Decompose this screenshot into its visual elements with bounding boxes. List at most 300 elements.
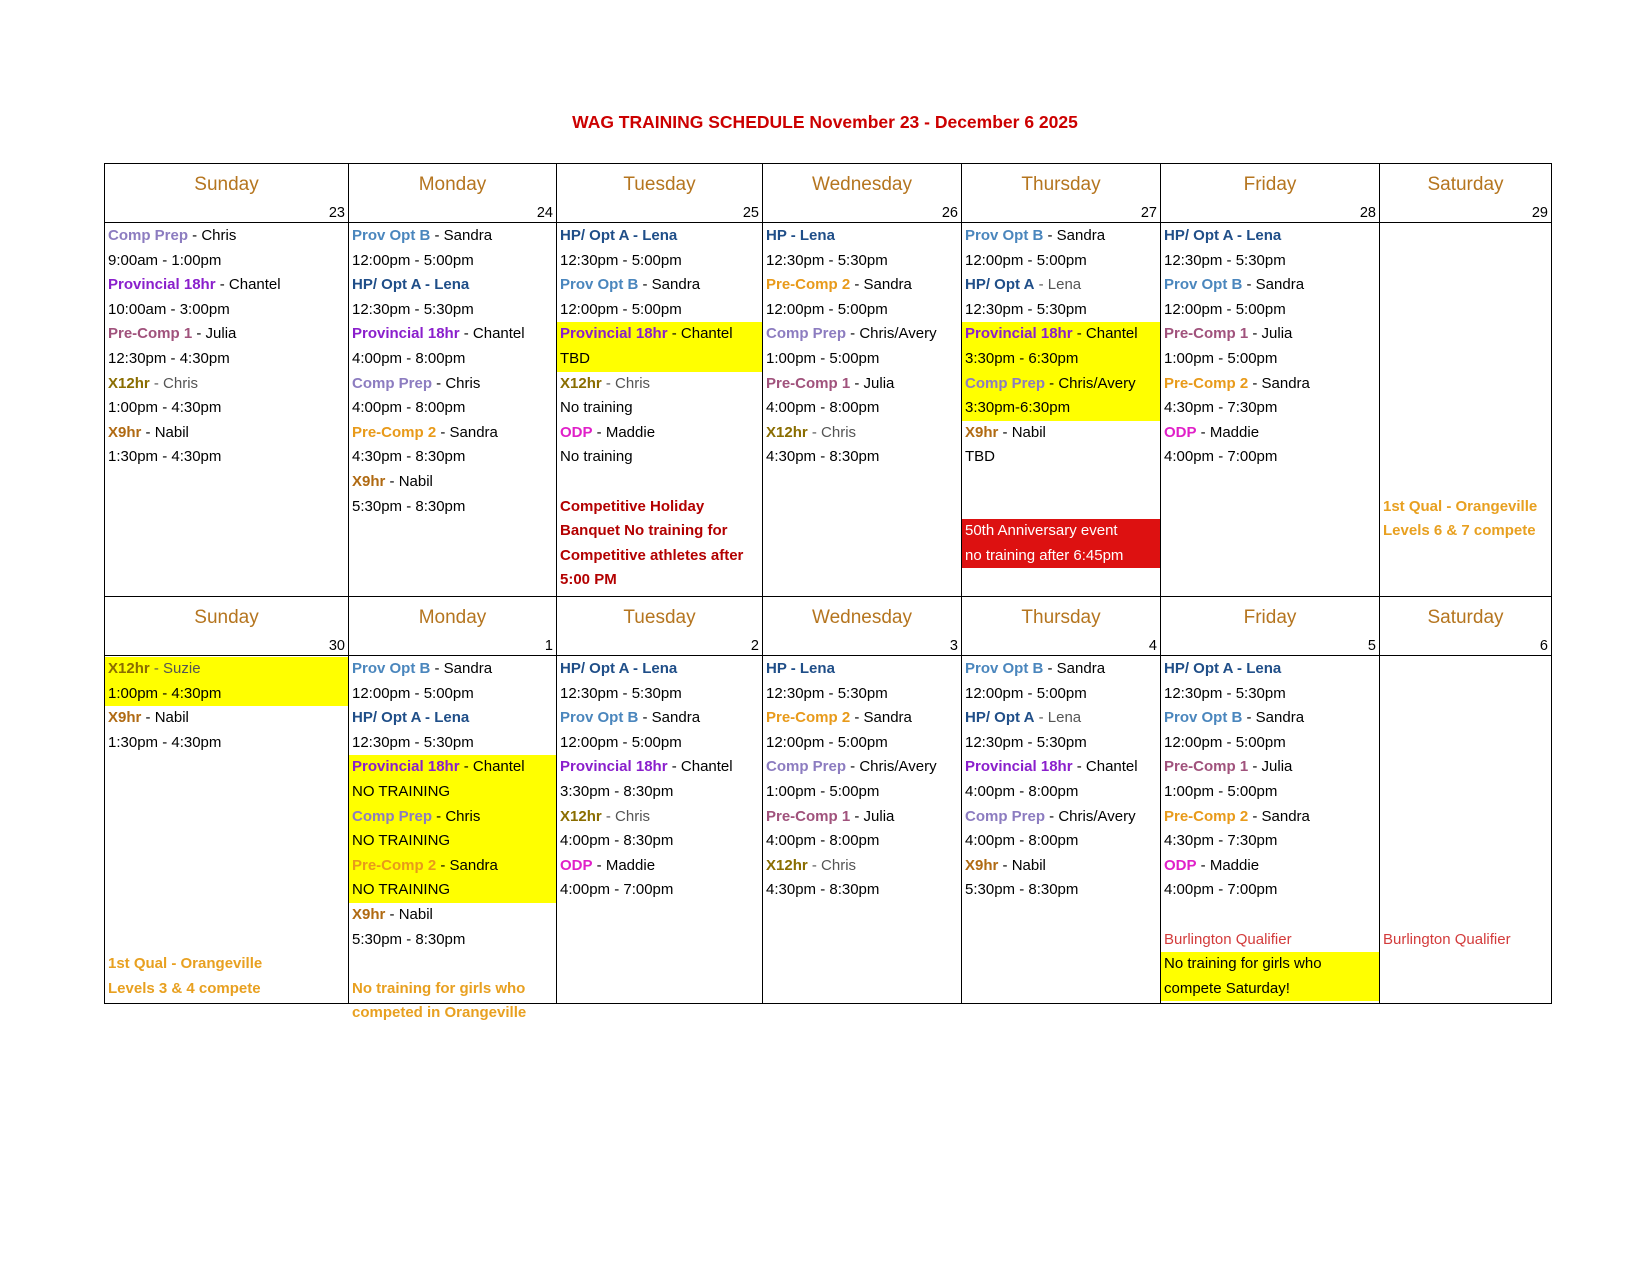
coach-name: - Chris/Avery: [846, 325, 937, 343]
schedule-entry: [105, 706, 348, 731]
time-text: 12:30pm - 5:30pm: [352, 300, 474, 318]
spacer: [1380, 805, 1551, 830]
schedule-entry: [1161, 273, 1379, 298]
time-text: 5:30pm - 8:30pm: [965, 881, 1079, 899]
time-text: 12:00pm - 5:00pm: [560, 733, 682, 751]
schedule-entry: [557, 755, 762, 780]
note-text: [557, 568, 762, 593]
schedule-entry: [962, 706, 1160, 731]
coach-name: - Maddie: [1196, 423, 1260, 441]
note-text: [349, 1001, 556, 1026]
group-name: ODP: [1164, 423, 1197, 441]
day-name: Saturday: [1427, 174, 1504, 195]
time-text: 4:00pm - 8:00pm: [766, 832, 880, 850]
coach-name: - Sandra: [1248, 807, 1310, 825]
time-text: 10:00am - 3:00pm: [108, 300, 230, 318]
day-name: Wednesday: [812, 607, 912, 628]
time-slot: [962, 396, 1160, 421]
schedule-entry: [1161, 706, 1379, 731]
time-text: 12:00pm - 5:00pm: [1164, 733, 1286, 751]
time-slot: [557, 347, 762, 372]
time-slot: [962, 298, 1160, 323]
spacer: [1380, 372, 1551, 397]
time-text: 12:00pm - 5:00pm: [965, 684, 1087, 702]
time-text: No training for girls who: [1164, 955, 1322, 973]
group-name: Prov Opt B: [1164, 276, 1243, 294]
coach-name: - Sandra: [1043, 660, 1106, 677]
time-slot: [962, 519, 1160, 544]
schedule-entry: [962, 322, 1160, 347]
time-text: 12:30pm - 5:30pm: [352, 733, 474, 751]
time-text: TBD: [560, 349, 590, 367]
spacer: [1380, 298, 1551, 323]
time-text: 4:00pm - 8:00pm: [352, 399, 466, 417]
time-text: 12:00pm - 5:00pm: [352, 684, 474, 702]
coach-name: - Nabil: [385, 905, 433, 923]
time-text: 4:00pm - 7:00pm: [560, 881, 674, 899]
group-name: Comp Prep: [965, 807, 1046, 825]
time-text: 12:00pm - 5:00pm: [352, 251, 474, 269]
spacer: [1380, 657, 1551, 682]
group-name: X9hr: [108, 709, 142, 727]
schedule-title: WAG TRAINING SCHEDULE November 23 - December 6 2025: [572, 112, 1078, 132]
coach-name: - Suzie: [149, 660, 201, 677]
group-name: ODP: [560, 423, 593, 441]
coach-name: - Chantel: [1072, 758, 1138, 776]
coach-name: - Julia: [1248, 325, 1293, 343]
day-cell: [1161, 223, 1380, 597]
spacer: [1380, 249, 1551, 274]
day-name: Thursday: [1021, 607, 1101, 628]
time-slot: [1161, 445, 1379, 470]
spacer: [105, 805, 348, 830]
time-text: 4:00pm - 7:00pm: [1164, 448, 1278, 466]
group-name: HP/ Opt A - Lena: [1164, 227, 1282, 244]
coach-name: - Nabil: [141, 709, 189, 727]
time-slot: [962, 780, 1160, 805]
schedule-entry: [1161, 657, 1379, 682]
time-slot: [1161, 682, 1379, 707]
spacer: [105, 829, 348, 854]
schedule-entry: [557, 421, 762, 446]
time-slot: [962, 249, 1160, 274]
group-name: X9hr: [965, 856, 999, 874]
time-slot: [1161, 347, 1379, 372]
coach-name: - Julia: [192, 325, 237, 343]
schedule-entry: [349, 224, 556, 249]
time-slot: [962, 682, 1160, 707]
time-slot: [1161, 878, 1379, 903]
day-number: 23: [328, 205, 345, 221]
time-text: 12:00pm - 5:00pm: [1164, 300, 1286, 318]
group-name: Provincial 18hr: [352, 758, 460, 776]
note-text: [1380, 495, 1551, 520]
time-text: 4:00pm - 8:00pm: [352, 349, 466, 367]
note-text: [557, 544, 762, 569]
time-slot: [105, 347, 348, 372]
time-text: 12:00pm - 5:00pm: [965, 251, 1087, 269]
schedule-entry: [763, 755, 961, 780]
time-text: 4:30pm - 8:30pm: [766, 448, 880, 466]
day-header: [557, 164, 763, 223]
time-slot: [1161, 249, 1379, 274]
coach-name: - Sandra: [850, 709, 912, 727]
schedule-entry: [1161, 322, 1379, 347]
time-text: 1:30pm - 4:30pm: [108, 448, 222, 466]
time-text: compete Saturday!: [1164, 979, 1290, 997]
time-slot: [962, 347, 1160, 372]
schedule-entry: [105, 372, 348, 397]
group-name: Pre-Comp 2: [1164, 374, 1249, 392]
coach-name: - Chantel: [215, 276, 281, 294]
schedule-entry: [557, 706, 762, 731]
coach-name: - Maddie: [1196, 856, 1260, 874]
time-text: 50th Anniversary event: [965, 522, 1118, 540]
day-header: [557, 597, 763, 656]
time-slot: [105, 682, 348, 707]
schedule-entry: [557, 805, 762, 830]
note-text: [1380, 519, 1551, 544]
day-number: 27: [1140, 205, 1157, 221]
group-name: Pre-Comp 1: [766, 807, 851, 825]
day-cell: [1380, 656, 1552, 1004]
time-text: no training after 6:45pm: [965, 546, 1124, 564]
time-slot: [763, 829, 961, 854]
group-name: X9hr: [965, 423, 999, 441]
coach-name: - Chris: [601, 374, 651, 392]
spacer: [349, 952, 556, 977]
schedule-entry: [349, 755, 556, 780]
schedule-entry: [349, 273, 556, 298]
time-slot: [763, 396, 961, 421]
day-cell: [557, 223, 763, 597]
time-text: 4:00pm - 8:00pm: [965, 832, 1079, 850]
day-cell: [962, 656, 1161, 1004]
group-name: X12hr: [766, 856, 808, 874]
coach-name: - Chris/Avery: [1045, 807, 1136, 825]
time-slot: [349, 249, 556, 274]
spacer: [1380, 903, 1551, 928]
note-line: No training for girls who: [352, 979, 526, 997]
time-slot: [557, 829, 762, 854]
time-slot: [349, 731, 556, 756]
week-header-row: [105, 597, 1552, 656]
group-name: HP - Lena: [766, 227, 835, 244]
day-cell: [105, 656, 349, 1004]
schedule-entry: [105, 421, 348, 446]
time-text: 12:00pm - 5:00pm: [560, 300, 682, 318]
group-name: Comp Prep: [965, 374, 1046, 392]
time-text: 9:00am - 1:00pm: [108, 251, 222, 269]
day-name: Tuesday: [623, 607, 696, 628]
time-slot: [349, 347, 556, 372]
day-number: 25: [742, 205, 759, 221]
group-name: Provincial 18hr: [560, 325, 668, 343]
schedule-entry: [962, 372, 1160, 397]
spacer: [1380, 224, 1551, 249]
coach-name: - Chris: [601, 807, 651, 825]
spacer: [105, 780, 348, 805]
day-name: Tuesday: [623, 174, 696, 195]
group-name: Comp Prep: [766, 758, 847, 776]
group-name: HP/ Opt A: [965, 276, 1035, 294]
time-slot: [763, 731, 961, 756]
schedule-entry: [105, 657, 348, 682]
day-header: [1380, 597, 1552, 656]
group-name: Prov Opt B: [1164, 709, 1243, 727]
spacer: [1380, 706, 1551, 731]
group-name: HP/ Opt A - Lena: [352, 709, 470, 727]
time-slot: [105, 396, 348, 421]
note-line: Levels 3 & 4 compete: [108, 979, 261, 997]
coach-name: - Sandra: [430, 660, 493, 677]
note-line: 1st Qual - Orangeville: [1383, 497, 1538, 515]
coach-name: - Sandra: [638, 709, 701, 727]
time-slot: [763, 298, 961, 323]
day-name: Friday: [1243, 607, 1297, 628]
schedule-entry: [763, 224, 961, 249]
day-number: 6: [1539, 638, 1548, 654]
group-name: Provincial 18hr: [560, 758, 668, 776]
coach-name: - Maddie: [592, 856, 656, 874]
schedule-entry: [763, 706, 961, 731]
coach-name: - Nabil: [998, 856, 1046, 874]
day-name: Sunday: [194, 174, 259, 195]
coach-name: - Chris: [807, 856, 857, 874]
schedule-entry: [1161, 805, 1379, 830]
time-text: 12:30pm - 5:30pm: [766, 251, 888, 269]
time-text: 5:30pm - 8:30pm: [352, 497, 466, 515]
group-name: Comp Prep: [766, 325, 847, 343]
coach-name: - Chris: [807, 423, 857, 441]
day-number: 3: [949, 638, 958, 654]
schedule-entry: [349, 372, 556, 397]
coach-name: - Sandra: [638, 276, 701, 294]
day-name: Monday: [418, 174, 487, 195]
day-header: [962, 597, 1161, 656]
time-slot: [962, 731, 1160, 756]
note-line: 1st Qual - Orangeville: [108, 955, 263, 973]
time-text: 12:30pm - 5:30pm: [766, 684, 888, 702]
day-name: Wednesday: [812, 174, 912, 195]
note-line: 5:00 PM: [560, 571, 617, 589]
time-slot: [349, 829, 556, 854]
note-line: Burlington Qualifier: [1164, 930, 1292, 948]
coach-name: - Maddie: [592, 423, 656, 441]
time-text: 4:30pm - 7:30pm: [1164, 832, 1278, 850]
coach-name: - Nabil: [141, 423, 189, 441]
time-slot: [557, 445, 762, 470]
spacer: [105, 854, 348, 879]
coach-name: - Chris: [432, 374, 481, 392]
time-slot: [763, 878, 961, 903]
group-name: ODP: [560, 856, 593, 874]
group-name: HP/ Opt A - Lena: [1164, 660, 1282, 677]
day-header: [349, 164, 557, 223]
group-name: ODP: [1164, 856, 1197, 874]
time-text: 1:00pm - 5:00pm: [1164, 349, 1278, 367]
schedule-entry: [557, 273, 762, 298]
schedule-entry: [1161, 224, 1379, 249]
day-name: Friday: [1243, 174, 1297, 195]
coach-name: - Nabil: [998, 423, 1046, 441]
coach-name: - Chantel: [667, 325, 733, 343]
schedule-entry: [763, 421, 961, 446]
schedule-entry: [557, 224, 762, 249]
schedule-entry: [349, 421, 556, 446]
time-text: 1:00pm - 4:30pm: [108, 399, 222, 417]
time-slot: [763, 682, 961, 707]
day-header: [1161, 164, 1380, 223]
time-slot: [557, 396, 762, 421]
group-name: Prov Opt B: [560, 276, 639, 294]
group-name: Prov Opt B: [965, 227, 1044, 244]
schedule-entry: [962, 755, 1160, 780]
time-text: 4:30pm - 8:30pm: [352, 448, 466, 466]
time-slot: [1161, 298, 1379, 323]
spacer: [105, 878, 348, 903]
time-text: NO TRAINING: [352, 782, 451, 800]
day-name: Sunday: [194, 607, 259, 628]
spacer: [962, 470, 1160, 495]
group-name: X12hr: [560, 374, 602, 392]
time-slot: [349, 780, 556, 805]
day-header: [105, 164, 349, 223]
time-text: 1:00pm - 5:00pm: [1164, 782, 1278, 800]
spacer: [1380, 445, 1551, 470]
time-text: TBD: [965, 448, 995, 466]
time-slot: [1161, 731, 1379, 756]
schedule-entry: [1161, 421, 1379, 446]
day-number: 30: [328, 638, 345, 654]
time-slot: [962, 544, 1160, 569]
note-text: [349, 977, 556, 1002]
schedule-entry: [763, 657, 961, 682]
group-name: X9hr: [352, 472, 386, 490]
time-slot: [349, 928, 556, 953]
coach-name: - Chris: [432, 807, 481, 825]
note-line: Burlington Qualifier: [1383, 930, 1511, 948]
coach-name: - Julia: [850, 807, 895, 825]
coach-name: - Chris: [149, 374, 199, 392]
schedule-entry: [105, 322, 348, 347]
schedule-entry: [349, 903, 556, 928]
schedule-entry: [763, 273, 961, 298]
time-text: 4:00pm - 8:00pm: [766, 399, 880, 417]
coach-name: - Sandra: [1248, 374, 1310, 392]
time-slot: [349, 396, 556, 421]
day-header: [1380, 164, 1552, 223]
spacer: [1380, 780, 1551, 805]
time-slot: [557, 298, 762, 323]
schedule-entry: [763, 805, 961, 830]
time-slot: [105, 249, 348, 274]
schedule-entry: [962, 421, 1160, 446]
note-text: [557, 495, 762, 520]
schedule-entry: [1161, 372, 1379, 397]
time-text: 12:30pm - 5:30pm: [1164, 684, 1286, 702]
week-header-row: [105, 164, 1552, 223]
group-name: Provincial 18hr: [352, 325, 460, 343]
day-header: [763, 164, 962, 223]
day-name: Monday: [418, 607, 487, 628]
group-name: Prov Opt B: [965, 660, 1044, 677]
time-text: 4:00pm - 7:00pm: [1164, 881, 1278, 899]
time-text: 4:30pm - 8:30pm: [766, 881, 880, 899]
group-name: Pre-Comp 2: [352, 856, 437, 874]
day-number: 5: [1367, 638, 1376, 654]
time-slot: [557, 780, 762, 805]
time-slot: [1161, 952, 1379, 977]
group-name: Prov Opt B: [352, 660, 431, 677]
group-name: Comp Prep: [108, 227, 189, 244]
time-slot: [557, 878, 762, 903]
schedule-entry: [1161, 854, 1379, 879]
spacer: [1380, 421, 1551, 446]
time-text: 12:30pm - 5:30pm: [965, 733, 1087, 751]
day-name: Thursday: [1021, 174, 1101, 195]
schedule-entry: [349, 470, 556, 495]
group-name: Pre-Comp 1: [108, 325, 193, 343]
time-text: 12:30pm - 4:30pm: [108, 349, 230, 367]
time-slot: [349, 445, 556, 470]
time-text: NO TRAINING: [352, 881, 451, 899]
coach-name: - Chris/Avery: [1045, 374, 1136, 392]
spacer: [1380, 731, 1551, 756]
schedule-entry: [1161, 755, 1379, 780]
spacer: [1380, 322, 1551, 347]
coach-name: - Julia: [1248, 758, 1293, 776]
schedule-entry: [349, 322, 556, 347]
time-slot: [557, 682, 762, 707]
coach-name: - Chantel: [459, 758, 525, 776]
day-cell: [105, 223, 349, 597]
time-slot: [1161, 977, 1379, 1002]
group-name: Provincial 18hr: [965, 325, 1073, 343]
group-name: X12hr: [766, 423, 808, 441]
group-name: Provincial 18hr: [965, 758, 1073, 776]
group-name: Comp Prep: [352, 374, 433, 392]
time-slot: [105, 445, 348, 470]
day-number: 26: [941, 205, 958, 221]
coach-name: - Lena: [1034, 276, 1082, 294]
day-number: 2: [750, 638, 759, 654]
time-slot: [105, 731, 348, 756]
day-header: [105, 597, 349, 656]
coach-name: - Julia: [850, 374, 895, 392]
time-text: 5:30pm - 8:30pm: [352, 930, 466, 948]
day-number: 24: [536, 205, 553, 221]
group-name: Pre-Comp 1: [766, 374, 851, 392]
time-slot: [763, 347, 961, 372]
schedule-calendar: [104, 163, 1552, 1022]
coach-name: - Chantel: [1072, 325, 1138, 343]
spacer: [962, 495, 1160, 520]
spacer: [105, 903, 348, 928]
spacer: [1380, 273, 1551, 298]
time-slot: [763, 780, 961, 805]
coach-name: - Sandra: [436, 856, 498, 874]
note-text: [557, 519, 762, 544]
coach-name: - Chris: [188, 227, 237, 244]
schedule-entry: [763, 372, 961, 397]
day-cell: [962, 223, 1161, 597]
time-text: 1:00pm - 5:00pm: [766, 349, 880, 367]
note-line: competed in Orangeville: [352, 1004, 527, 1022]
schedule-entry: [763, 322, 961, 347]
group-name: Prov Opt B: [352, 227, 431, 244]
coach-name: - Sandra: [850, 276, 912, 294]
